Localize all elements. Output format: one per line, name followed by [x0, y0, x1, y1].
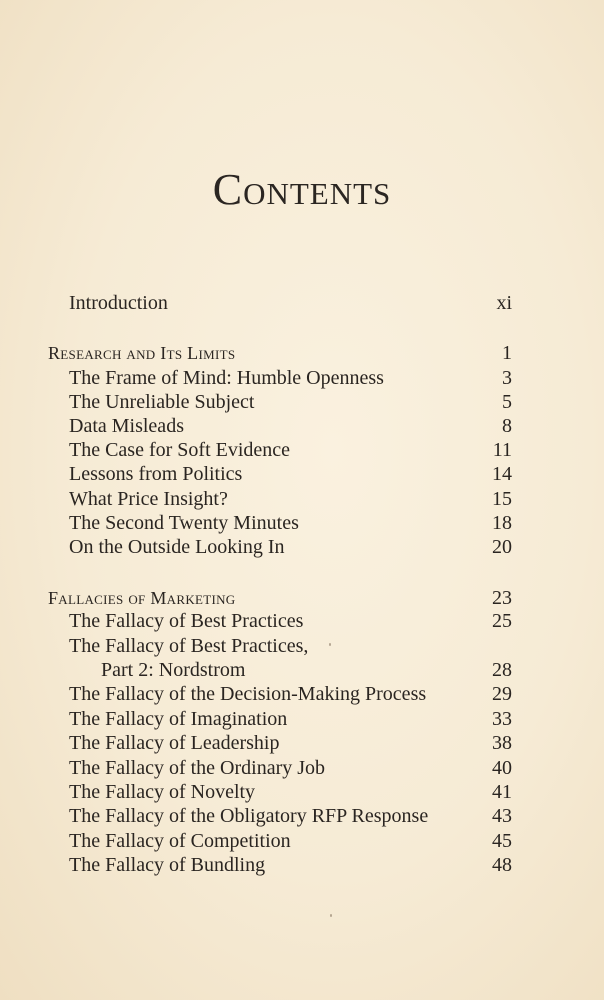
- toc-entry-label: Lessons from Politics: [69, 463, 243, 485]
- toc-page-number: 23: [492, 587, 512, 609]
- toc-entry: [0, 390, 604, 414]
- toc-entry-label: The Fallacy of the Decision-Making Process: [69, 683, 427, 705]
- toc-page-number: 15: [492, 488, 512, 510]
- toc-entry: [0, 756, 604, 780]
- toc-entry: [0, 462, 604, 486]
- toc-page-number: 33: [492, 708, 512, 730]
- toc-entry-label: The Fallacy of Best Practices,: [69, 635, 309, 657]
- toc-entry-continuation: [0, 658, 604, 682]
- toc-page-number: 43: [492, 805, 512, 827]
- toc-entry-label: The Fallacy of Bundling: [69, 854, 266, 876]
- toc-page-number: 40: [492, 757, 512, 779]
- paper-speck: [330, 914, 332, 917]
- toc-entry-label: Part 2: Nordstrom: [101, 659, 246, 681]
- toc-entry-label: The Fallacy of Novelty: [69, 781, 256, 803]
- toc-entry: [0, 438, 604, 462]
- toc-page-number: 8: [502, 415, 512, 437]
- toc-entry-label: The Fallacy of Leadership: [69, 732, 280, 754]
- toc-entry-label: The Fallacy of Best Practices: [69, 610, 304, 632]
- toc-page-number: 1: [502, 342, 512, 364]
- toc-section-heading: [0, 586, 604, 610]
- toc-entry-label: The Frame of Mind: Humble Openness: [69, 367, 384, 389]
- toc-entry: [0, 366, 604, 390]
- toc-entry-label: On the Outside Looking In: [69, 536, 285, 558]
- toc-page-number: 18: [492, 512, 512, 534]
- toc-page-number: 48: [492, 854, 512, 876]
- toc-entry-label: The Fallacy of the Obligatory RFP Response: [69, 805, 429, 827]
- toc-entry-label: The Fallacy of the Ordinary Job: [69, 757, 326, 779]
- paper-speck: [329, 643, 331, 646]
- toc-section-heading: [0, 341, 604, 365]
- toc-entry-label: The Fallacy of Imagination: [69, 708, 288, 730]
- toc-page-number: 11: [492, 439, 512, 461]
- section-title: Fallacies of Marketing: [48, 588, 236, 608]
- toc-page-number: 20: [492, 536, 512, 558]
- toc-entry: [0, 780, 604, 804]
- page-title: Contents: [212, 165, 392, 214]
- toc-entry-label: The Unreliable Subject: [69, 391, 255, 413]
- toc-page-number: 3: [502, 367, 512, 389]
- toc-entry: [0, 804, 604, 828]
- toc-entry: [0, 609, 604, 633]
- toc-entry-label: Data Misleads: [69, 415, 184, 437]
- toc-entry-introduction: [0, 291, 604, 315]
- toc-entry: [0, 829, 604, 853]
- toc-entry: [0, 731, 604, 755]
- section-title: Research and Its Limits: [48, 343, 236, 363]
- toc-entry-label: Introduction: [69, 292, 168, 314]
- toc-entry-label: What Price Insight?: [69, 488, 228, 510]
- toc-entry: [0, 682, 604, 706]
- toc-page-number: 25: [492, 610, 512, 632]
- toc-entry-label: The Second Twenty Minutes: [69, 512, 299, 534]
- toc-page-number: 5: [502, 391, 512, 413]
- toc-page-number: 29: [492, 683, 512, 705]
- toc-page-number: 41: [492, 781, 512, 803]
- toc-entry: [0, 707, 604, 731]
- toc-page-number: 14: [492, 463, 512, 485]
- toc-page-number: xi: [496, 292, 512, 314]
- toc-entry: [0, 634, 604, 658]
- toc-entry: [0, 511, 604, 535]
- toc-page-number: 45: [492, 830, 512, 852]
- toc-entry: [0, 487, 604, 511]
- toc-entry: [0, 535, 604, 559]
- toc-entry-label: The Case for Soft Evidence: [69, 439, 291, 461]
- toc-entry-label: The Fallacy of Competition: [69, 830, 291, 852]
- toc-page-number: 38: [492, 732, 512, 754]
- toc-entry: [0, 414, 604, 438]
- toc-page-number: 28: [492, 659, 512, 681]
- toc-entry: [0, 853, 604, 877]
